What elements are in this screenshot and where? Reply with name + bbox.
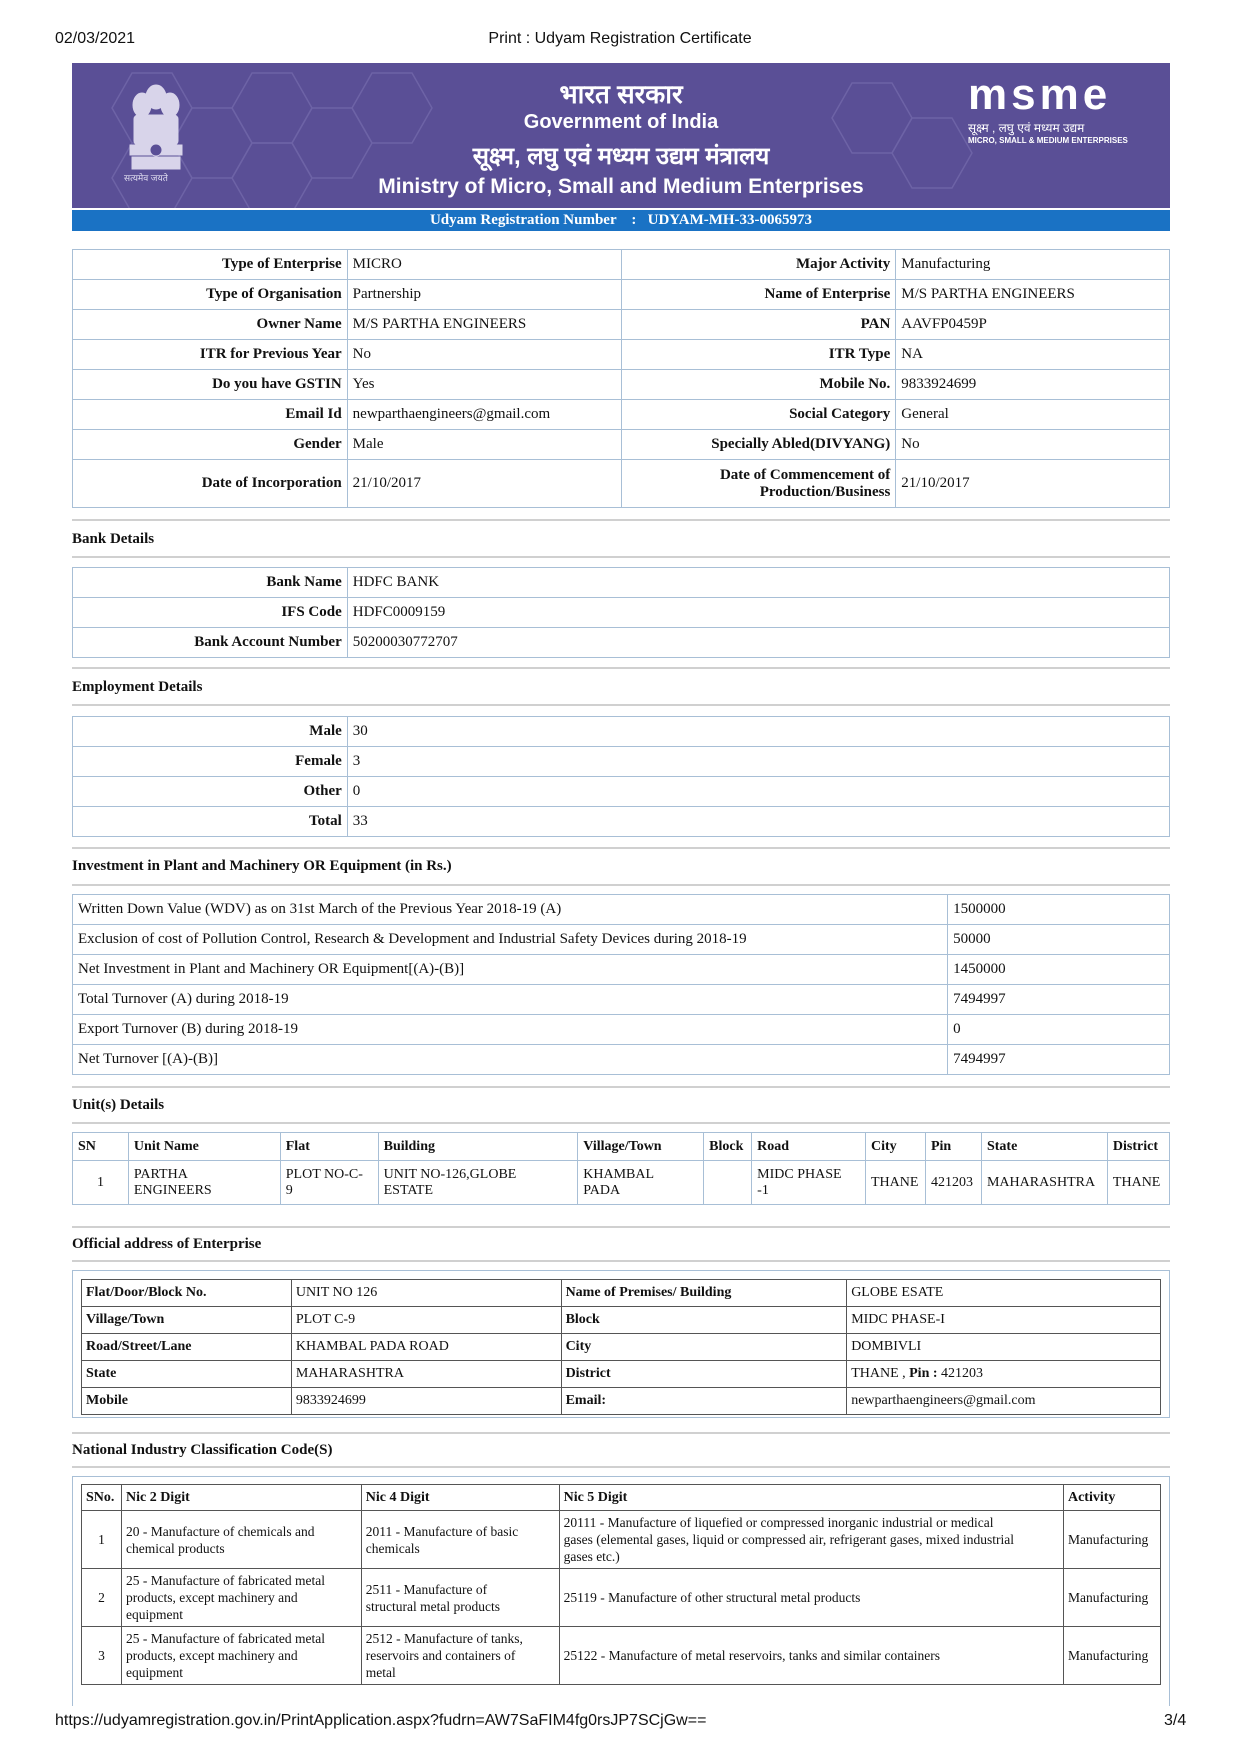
field-value: 21/10/2017 [896, 460, 1170, 508]
table-header-row [82, 1485, 1161, 1511]
table-row [73, 598, 1170, 628]
cell-nic2 [121, 1627, 361, 1685]
field-label: Export Turnover (B) during 2018-19 [73, 1015, 948, 1045]
field-label: Specially Abled(DIVYANG) [621, 430, 896, 460]
table-row [73, 1045, 1170, 1075]
divider [72, 519, 1170, 521]
cell-line: ENGINEERS [133, 1182, 212, 1198]
cell-sn: 1 [82, 1511, 122, 1569]
cell-nic2 [121, 1569, 361, 1627]
cell-nic4 [361, 1511, 559, 1569]
cell-activity: Manufacturing [1063, 1569, 1160, 1627]
investment-table [72, 894, 1170, 1075]
table-row [73, 460, 1170, 508]
footer-url: https://udyamregistration.gov.in/PrintApplication.aspx?fudrn=AW7SaFIM4fg0rsJP7SCjGw== [55, 1712, 707, 1729]
cell-line: equipment [125, 1665, 183, 1680]
registration-label: Udyam Registration Number [429, 212, 617, 228]
registration-separator: : [631, 212, 637, 228]
cell-line: PADA [583, 1182, 621, 1198]
field-value: 0 [347, 777, 1169, 807]
field-label: Do you have GSTIN [73, 370, 348, 400]
field-value: M/S PARTHA ENGINEERS [896, 280, 1170, 310]
field-label: Block [561, 1307, 847, 1334]
column-header: State [981, 1133, 1107, 1161]
table-row [73, 807, 1170, 837]
cell-line: KHAMBAL [583, 1166, 655, 1182]
field-value: 1500000 [948, 895, 1170, 925]
field-value: 1450000 [948, 955, 1170, 985]
field-value: UNIT NO 126 [291, 1280, 561, 1307]
cell-district: THANE [1107, 1161, 1169, 1205]
table-row [73, 985, 1170, 1015]
field-label: Male [73, 717, 348, 747]
field-value: AAVFP0459P [896, 310, 1170, 340]
table-row [73, 895, 1170, 925]
table-row [73, 250, 1170, 280]
field-label: Bank Account Number [73, 628, 348, 658]
cell-flat [280, 1161, 378, 1205]
cell-line: MIDC PHASE [757, 1166, 842, 1182]
field-label: Type of Enterprise [73, 250, 348, 280]
table-row [73, 430, 1170, 460]
table-row [73, 955, 1170, 985]
field-value: General [896, 400, 1170, 430]
cell-line: 2511 - Manufacture of [365, 1581, 488, 1597]
field-value: M/S PARTHA ENGINEERS [347, 310, 621, 340]
section-heading-employment: Employment Details [72, 679, 203, 695]
cell-line: products, except machinery and [125, 1648, 298, 1663]
field-label: Village/Town [82, 1307, 292, 1334]
field-label: Owner Name [73, 310, 348, 340]
field-value: 30 [347, 717, 1169, 747]
field-value: 33 [347, 807, 1169, 837]
enterprise-details-table [72, 249, 1170, 508]
nic-table [81, 1484, 1161, 1685]
column-header: SNo. [82, 1485, 122, 1511]
field-label: Total [73, 807, 348, 837]
field-value: No [347, 340, 621, 370]
field-label: City [561, 1334, 847, 1361]
cell-nic2 [121, 1511, 361, 1569]
cell-sn: 2 [82, 1569, 122, 1627]
table-row [73, 568, 1170, 598]
field-label: Net Turnover [(A)-(B)] [73, 1045, 948, 1075]
field-label: State [82, 1361, 292, 1388]
divider [72, 556, 1170, 558]
field-label: Bank Name [73, 568, 348, 598]
cell-nic5 [559, 1627, 1063, 1685]
field-value: 21/10/2017 [347, 460, 621, 508]
cell-road [752, 1161, 866, 1205]
cell-pin: 421203 [925, 1161, 981, 1205]
table-row [82, 1511, 1161, 1569]
field-label-line: Date of Commencement of [719, 466, 891, 483]
ministry-banner [72, 63, 1170, 208]
table-row [82, 1627, 1161, 1685]
field-value: 0 [948, 1015, 1170, 1045]
field-value: 7494997 [948, 985, 1170, 1015]
cell-state: MAHARASHTRA [981, 1161, 1107, 1205]
msme-logo-hindi: सूक्ष्म , लघु एवं मध्यम उद्यम [968, 121, 1085, 135]
msme-logo-text: msme [968, 70, 1112, 119]
field-label: Gender [73, 430, 348, 460]
field-label: Social Category [621, 400, 896, 430]
emblem-caption: सत्यमेव जयते [124, 173, 168, 183]
field-label: Net Investment in Plant and Machinery OR Equipment[(A)-(B)] [73, 955, 948, 985]
pin-label: Pin : [909, 1366, 938, 1381]
divider [72, 1226, 1170, 1228]
table-row [73, 925, 1170, 955]
cell-line: ESTATE [383, 1182, 434, 1198]
field-label: Other [73, 777, 348, 807]
cell-city: THANE [865, 1161, 925, 1205]
table-row [73, 747, 1170, 777]
field-label: IFS Code [73, 598, 348, 628]
table-row [82, 1334, 1161, 1361]
divider [72, 1122, 1170, 1124]
field-value: MICRO [347, 250, 621, 280]
column-header: SN [73, 1133, 129, 1161]
table-row [73, 370, 1170, 400]
table-header-row [73, 1133, 1170, 1161]
column-header: Pin [925, 1133, 981, 1161]
cell-village [578, 1161, 704, 1205]
divider [72, 1432, 1170, 1434]
table-row [82, 1388, 1161, 1415]
cell-activity: Manufacturing [1063, 1627, 1160, 1685]
field-value: newparthaengineers@gmail.com [847, 1388, 1161, 1415]
divider [72, 1260, 1170, 1262]
field-label: Road/Street/Lane [82, 1334, 292, 1361]
print-date: 02/03/2021 [55, 30, 136, 47]
field-label: Email: [561, 1388, 847, 1415]
field-value: MAHARASHTRA [291, 1361, 561, 1388]
field-label: Email Id [73, 400, 348, 430]
column-header: Nic 5 Digit [559, 1485, 1063, 1511]
table-row [73, 777, 1170, 807]
section-heading-nic: National Industry Classification Code(S) [72, 1442, 333, 1458]
cell-nic4 [361, 1627, 559, 1685]
field-value: newparthaengineers@gmail.com [347, 400, 621, 430]
field-label: Name of Premises/ Building [561, 1280, 847, 1307]
field-value: PLOT C-9 [291, 1307, 561, 1334]
cell-line: UNIT NO-126,GLOBE [383, 1166, 517, 1182]
registration-number-bar [72, 210, 1170, 231]
field-value: DOMBIVLI [847, 1334, 1161, 1361]
divider [72, 884, 1170, 886]
field-value: MIDC PHASE-I [847, 1307, 1161, 1334]
table-row [73, 310, 1170, 340]
field-label: District [561, 1361, 847, 1388]
field-value: NA [896, 340, 1170, 370]
field-value: No [896, 430, 1170, 460]
cell-nic4 [361, 1569, 559, 1627]
cell-line: 25 - Manufacture of fabricated metal [125, 1631, 326, 1646]
cell-nic5 [559, 1569, 1063, 1627]
cell-line: chemical products [125, 1540, 225, 1556]
field-value: KHAMBAL PADA ROAD [291, 1334, 561, 1361]
banner-hindi-ministry: सूक्ष्म, लघु एवं मध्यम उद्यम मंत्रालय [472, 143, 770, 170]
cell-line: metal [365, 1665, 396, 1680]
field-label: Name of Enterprise [621, 280, 896, 310]
table-row [82, 1307, 1161, 1334]
cell-line: chemicals [365, 1540, 420, 1556]
table-row [73, 628, 1170, 658]
table-row [82, 1569, 1161, 1627]
cell-line: gases (elemental gases, liquid or compressed air, refrigerant gases, mixed industrial [563, 1532, 1015, 1547]
cell-line: structural metal products [365, 1598, 500, 1614]
field-value: 50200030772707 [347, 628, 1169, 658]
cell-line: 9 [285, 1182, 293, 1198]
column-header: Block [704, 1133, 752, 1161]
cell-line: products, except machinery and [125, 1590, 298, 1605]
field-label: Written Down Value (WDV) as on 31st March of the Previous Year 2018-19 (A) [73, 895, 948, 925]
field-value: 9833924699 [291, 1388, 561, 1415]
cell-activity: Manufacturing [1063, 1511, 1160, 1569]
field-value [847, 1361, 1161, 1388]
cell-line: 20 - Manufacture of chemicals and [125, 1523, 315, 1539]
cell-nic5 [559, 1511, 1063, 1569]
divider [72, 1086, 1170, 1088]
table-row [73, 1015, 1170, 1045]
field-label-line: Production/Business [759, 483, 891, 500]
cell-line: PLOT NO-C- [285, 1166, 363, 1182]
table-row [73, 400, 1170, 430]
field-value: HDFC0009159 [347, 598, 1169, 628]
cell-line: 2512 - Manufacture of tanks, [365, 1631, 523, 1646]
cell-building [378, 1161, 578, 1205]
column-header: Road [752, 1133, 866, 1161]
field-value: GLOBE ESATE [847, 1280, 1161, 1307]
district-value: THANE , [851, 1366, 910, 1381]
section-heading-units: Unit(s) Details [72, 1097, 165, 1113]
field-label [621, 460, 896, 508]
cell-line: equipment [125, 1607, 183, 1622]
cell-line: -1 [757, 1182, 769, 1198]
address-table [81, 1279, 1161, 1415]
field-label: Type of Organisation [73, 280, 348, 310]
pin-value: 421203 [937, 1366, 984, 1381]
cell-unit-name [128, 1161, 280, 1205]
divider [72, 704, 1170, 706]
field-label: ITR Type [621, 340, 896, 370]
field-label: PAN [621, 310, 896, 340]
units-table [72, 1132, 1170, 1205]
column-header: Flat [280, 1133, 378, 1161]
cell-line: 25 - Manufacture of fabricated metal [125, 1573, 326, 1588]
field-value: 3 [347, 747, 1169, 777]
table-row [73, 717, 1170, 747]
table-row [73, 280, 1170, 310]
field-value: Manufacturing [896, 250, 1170, 280]
banner-govt-of-india: Government of India [523, 111, 719, 133]
cell-sn: 1 [73, 1161, 129, 1205]
column-header: Village/Town [578, 1133, 704, 1161]
cell-line: 2011 - Manufacture of basic [365, 1523, 519, 1539]
section-heading-investment: Investment in Plant and Machinery OR Equipment (in Rs.) [72, 858, 452, 874]
registration-number: UDYAM-MH-33-0065973 [647, 212, 813, 228]
field-label: Mobile [82, 1388, 292, 1415]
section-heading-address: Official address of Enterprise [72, 1236, 262, 1252]
divider [72, 1466, 1170, 1468]
cell-block [704, 1161, 752, 1205]
field-label: Total Turnover (A) during 2018-19 [73, 985, 948, 1015]
msme-logo [968, 70, 1158, 153]
table-row [73, 340, 1170, 370]
column-header: City [865, 1133, 925, 1161]
cell-line: gases etc.) [563, 1549, 620, 1564]
msme-logo-english: MICRO, SMALL & MEDIUM ENTERPRISES [968, 136, 1128, 145]
employment-details-table [72, 716, 1170, 837]
field-value: Male [347, 430, 621, 460]
field-label: Flat/Door/Block No. [82, 1280, 292, 1307]
table-row [73, 1161, 1170, 1205]
footer-page-number: 3/4 [1164, 1712, 1187, 1729]
cell-line: 25119 - Manufacture of other structural metal products [563, 1590, 861, 1605]
field-label: Major Activity [621, 250, 896, 280]
banner-ministry: Ministry of Micro, Small and Medium Enterprises [378, 175, 864, 198]
column-header: Activity [1063, 1485, 1160, 1511]
table-row [82, 1361, 1161, 1388]
field-label: Exclusion of cost of Pollution Control, Research & Development and Industrial Safety Devices during 2018-19 [73, 925, 948, 955]
column-header: Building [378, 1133, 578, 1161]
cell-sn: 3 [82, 1627, 122, 1685]
field-value: 7494997 [948, 1045, 1170, 1075]
cell-line: 20111 - Manufacture of liquefied or compressed inorganic industrial or medical [563, 1515, 994, 1530]
table-row [82, 1280, 1161, 1307]
field-label: Mobile No. [621, 370, 896, 400]
cell-line: reservoirs and containers of [365, 1648, 516, 1663]
column-header: District [1107, 1133, 1169, 1161]
column-header: Nic 2 Digit [121, 1485, 361, 1511]
column-header: Unit Name [128, 1133, 280, 1161]
field-value: Partnership [347, 280, 621, 310]
divider [72, 667, 1170, 669]
section-heading-bank: Bank Details [72, 531, 155, 547]
cell-line: PARTHA [133, 1166, 188, 1182]
field-value: Yes [347, 370, 621, 400]
field-value: 9833924699 [896, 370, 1170, 400]
field-label: Date of Incorporation [73, 460, 348, 508]
field-label: Female [73, 747, 348, 777]
banner-hindi-govt: भारत सरकार [559, 79, 683, 109]
print-title: Print : Udyam Registration Certificate [488, 30, 752, 47]
cell-line: 25122 - Manufacture of metal reservoirs, tanks and similar containers [563, 1648, 940, 1663]
field-value: 50000 [948, 925, 1170, 955]
field-value: HDFC BANK [347, 568, 1169, 598]
divider [72, 847, 1170, 849]
field-label: ITR for Previous Year [73, 340, 348, 370]
bank-details-table [72, 567, 1170, 658]
column-header: Nic 4 Digit [361, 1485, 559, 1511]
